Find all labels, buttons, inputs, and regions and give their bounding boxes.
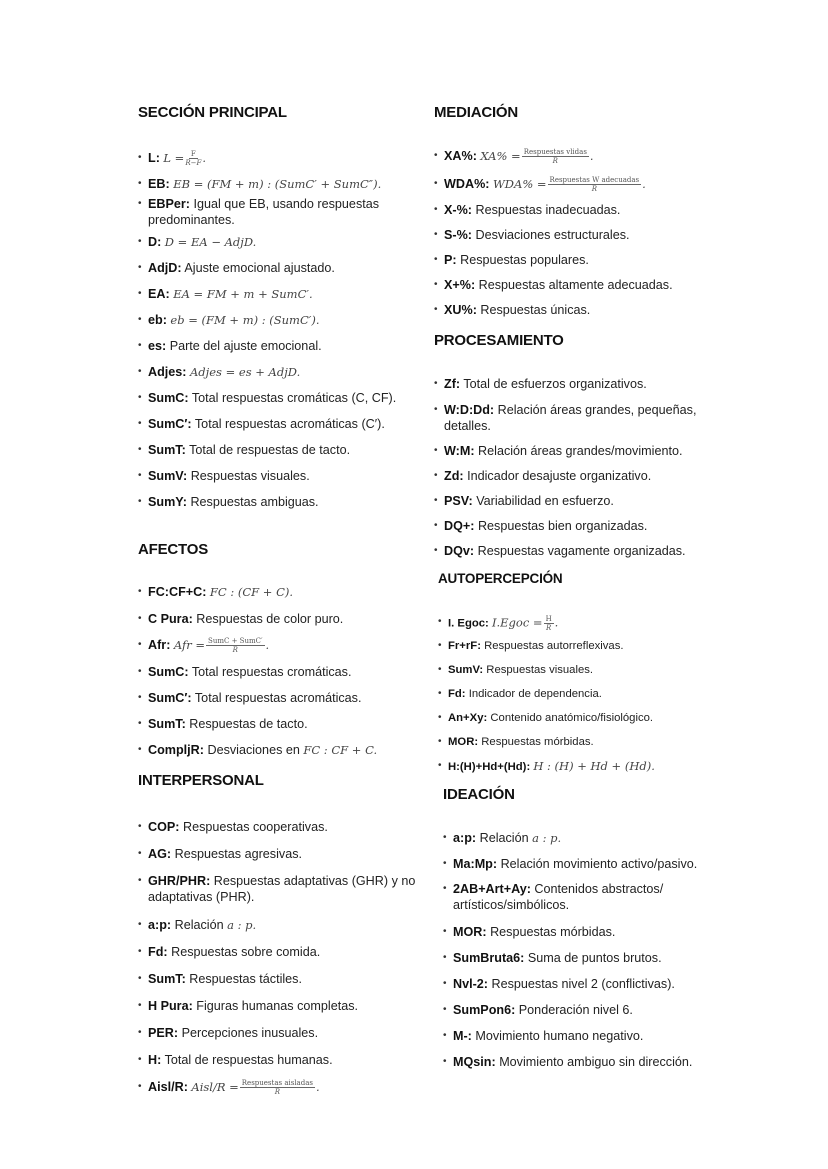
list-item: • es: Parte del ajuste emocional. [138,338,418,364]
list-item: • S-%: Desviaciones estructurales. [434,227,724,252]
section-autopercepcion [438,571,728,773]
list-item: • eb: eb = (FM + m) : (SumC′). [138,312,418,338]
section-procesamiento [434,332,724,558]
list-item: • Nvl-2: Respuestas nivel 2 (conflictivas). [443,976,733,1002]
term-list [434,148,724,327]
section-title: SECCIÓN PRINCIPAL [138,104,287,121]
list-item: • Ma:Mp: Relación movimiento activo/pasivo. [443,856,733,881]
list-item: • I. Egoc: I.Egoc = $\frac{H}{R}$ . [438,615,728,639]
fraction: $\frac{\text{Respuestas aisladas}}{R}$ [241,1079,313,1097]
list-item: • Fr+rF: Respuestas autorreflexivas. [438,639,728,663]
list-item: • D: D = EA − AdjD. [138,234,418,260]
section-mediacion [434,104,724,317]
list-item: • Fd: Indicador de dependencia. [438,687,728,711]
list-item: • DQv: Respuestas vagamente organizadas. [434,543,724,568]
list-item: • An+Xy: Contenido anatómico/fisiológico. [438,711,728,735]
section-title: AUTOPERCEPCIÓN [438,571,563,586]
list-item: • Zf: Total de esfuerzos organizativos. [434,376,724,402]
list-item: • XA%: XA% = $\frac{\text{Respuestas vlidas}}{R}$ . [434,148,724,176]
term-list [138,584,418,768]
list-item: • EA: EA = FM + m + SumC′. [138,286,418,312]
term-list [434,376,724,568]
section-principal [138,104,418,509]
list-item: • SumT: Respuestas de tacto. [138,716,418,742]
list-item: • AdjD: Ajuste emocional ajustado. [138,260,418,286]
fraction: $\frac{F}{R-F}$ [185,150,202,168]
list-item: • CompljR: Desviaciones en FC : CF + C. [138,742,418,768]
section-afectos [138,541,418,757]
section-title: INTERPERSONAL [138,772,264,789]
list-item: • XU%: Respuestas únicas. [434,302,724,327]
list-item: • SumV: Respuestas visuales. [438,663,728,687]
list-item: • P: Respuestas populares. [434,252,724,277]
list-item: • X+%: Respuestas altamente adecuadas. [434,277,724,302]
list-item: • SumC′: Total respuestas acromáticas. [138,690,418,716]
list-item: • a:p: Relación a : p. [138,917,418,944]
list-item: • SumC: Total respuestas cromáticas. [138,664,418,690]
list-item: • H:(H)+Hd+(Hd): H : (H) + Hd + (Hd). [438,759,728,783]
list-item: • MOR: Respuestas mórbidas. [438,735,728,759]
list-item: • FC:CF+C: FC : (CF + C). [138,584,418,611]
list-item: • MQsin: Movimiento ambiguo sin dirección. [443,1054,733,1080]
list-item: • WDA%: WDA% = $\frac{\text{Respuestas W adecuadas}}{R}$ . [434,176,724,202]
list-item: • Aisl/R: Aisl/R = $\frac{\text{Respuestas aisladas}}{R}$ . [138,1079,418,1106]
list-item: • AG: Respuestas agresivas. [138,846,418,873]
list-item: • PER: Percepciones inusuales. [138,1025,418,1052]
section-title: MEDIACIÓN [434,104,519,121]
term-list [138,150,418,520]
list-item: • Adjes: Adjes = es + AdjD. [138,364,418,390]
section-title: AFECTOS [138,541,208,558]
list-item: • SumT: Respuestas táctiles. [138,971,418,998]
section-ideacion [443,786,733,1069]
fraction: $\frac{\text{Respuestas W adecuadas}}{R}$ [549,176,640,194]
fraction: $\frac{H}{R}$ [545,615,552,632]
list-item: • 2AB+Art+Ay: Contenidos abstractos/ artísticos/simbólicos. [443,881,733,924]
section-interpersonal [138,772,418,1097]
fraction: $\frac{\text{Respuestas vlidas}}{R}$ [523,148,587,166]
list-item: • W:M: Relación áreas grandes/movimiento. [434,443,724,468]
term-list [138,819,418,1106]
term-list [438,615,728,783]
list-item: • MOR: Respuestas mórbidas. [443,924,733,950]
list-item: • DQ+: Respuestas bien organizadas. [434,518,724,543]
list-item: • COP: Respuestas cooperativas. [138,819,418,846]
list-item: • SumPon6: Ponderación nivel 6. [443,1002,733,1028]
term-list [443,830,733,1080]
list-item: • L: L = $\frac{F}{R-F}$ . [138,150,418,176]
list-item: • Fd: Respuestas sobre comida. [138,944,418,971]
list-item: • SumC′: Total respuestas acromáticas (C′). [138,416,418,442]
list-item: • EB: EB = (FM + m) : (SumC′ + SumC″). [138,176,418,196]
list-item: • SumC: Total respuestas cromáticas (C, CF). [138,390,418,416]
list-item: • SumY: Respuestas ambiguas. [138,494,418,520]
list-item: • W:D:Dd: Relación áreas grandes, pequeñas, detalles. [434,402,724,443]
list-item: • H Pura: Figuras humanas completas. [138,998,418,1025]
list-item: • SumT: Total de respuestas de tacto. [138,442,418,468]
list-item: • a:p: Relación a : p. [443,830,733,856]
section-title: PROCESAMIENTO [434,332,564,349]
list-item: • H: Total de respuestas humanas. [138,1052,418,1079]
list-item: • X-%: Respuestas inadecuadas. [434,202,724,227]
list-item: • EBPer: Igual que EB, usando respuestas predominantes. [138,196,418,234]
list-item: • Zd: Indicador desajuste organizativo. [434,468,724,493]
list-item: • C Pura: Respuestas de color puro. [138,611,418,637]
list-item: • SumBruta6: Suma de puntos brutos. [443,950,733,976]
list-item: • M-: Movimiento humano negativo. [443,1028,733,1054]
list-item: • Afr: Afr = $\frac{\text{SumC + SumC′}}{R}$ . [138,637,418,664]
list-item: • GHR/PHR: Respuestas adaptativas (GHR) y no adaptativas (PHR). [138,873,418,917]
list-item: • PSV: Variabilidad en esfuerzo. [434,493,724,518]
fraction: $\frac{\text{SumC + SumC′}}{R}$ [208,637,263,655]
section-title: IDEACIÓN [443,786,515,803]
list-item: • SumV: Respuestas visuales. [138,468,418,494]
